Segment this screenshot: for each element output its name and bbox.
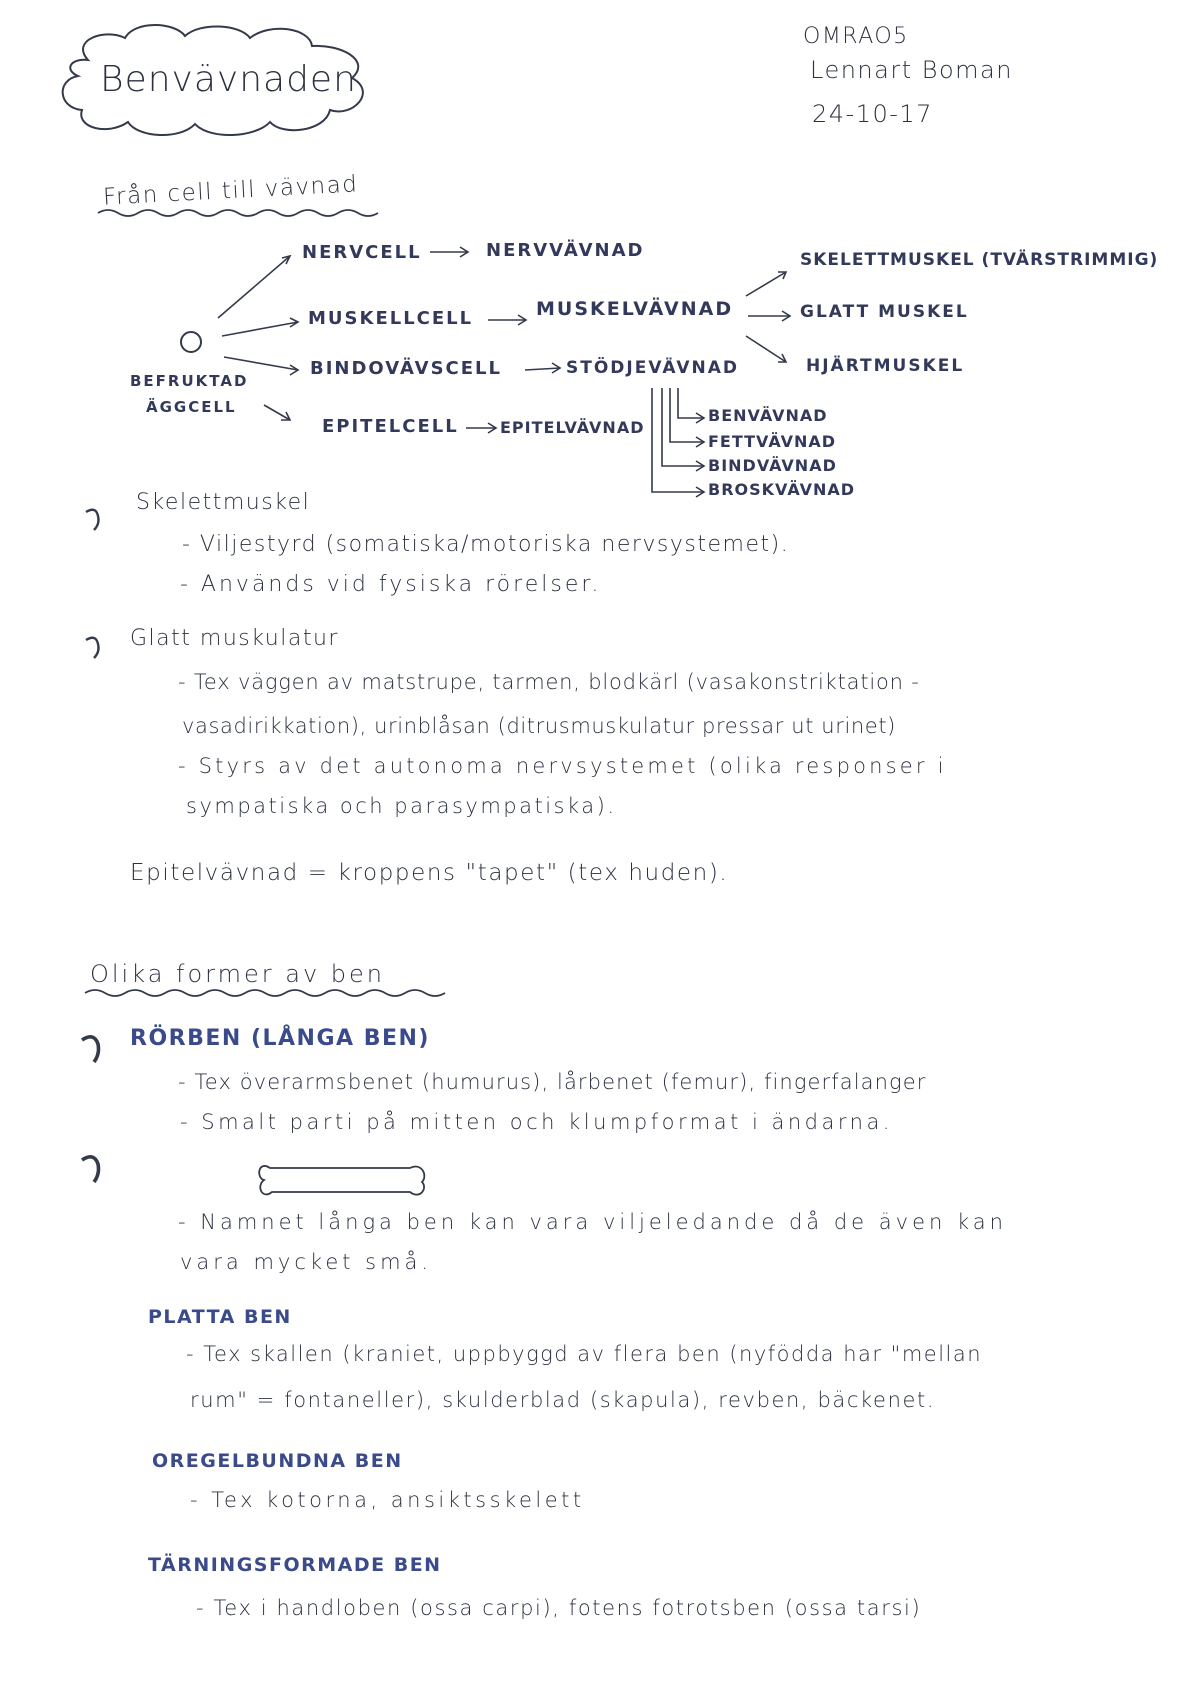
support-type-bone: BENVÄVNAD	[708, 406, 828, 425]
long-bone-note-1: - Tex överarmsbenet (humurus), lårbenet (femur), fingerfalanger	[178, 1070, 927, 1094]
course-code: OMRAO5	[803, 24, 909, 49]
note-smooth-2b: sympatiska och parasympatiska).	[186, 794, 617, 818]
note-skeletal-2: - Används vid fysiska rörelser.	[180, 572, 602, 597]
page-title: Benvävnaden	[100, 59, 357, 100]
tissue-epithelial: EPITELVÄVNAD	[500, 418, 645, 437]
cell-connective: BINDOVÄVSCELL	[310, 358, 502, 379]
cell-muscle: MUSKELLCELL	[308, 308, 474, 329]
irregular-bone-note-1: - Tex kotorna, ansiktsskelett	[190, 1488, 585, 1512]
long-bone-note-2: - Smalt parti på mitten och klumpformat i ändarna.	[180, 1110, 893, 1134]
cell-nerve: NERVCELL	[302, 242, 422, 263]
note-heading-skeletal: Skelettmuskel	[136, 490, 311, 515]
long-bone-note-3b: vara mycket små.	[180, 1250, 433, 1274]
long-bone-note-3a: - Namnet långa ben kan vara viljeledande då de även kan	[178, 1210, 1007, 1234]
bone-type-long-heading: RÖRBEN (LÅNGA BEN)	[130, 1026, 430, 1051]
note-skeletal-1: - Viljestyrd (somatiska/motoriska nervsystemet).	[182, 532, 790, 557]
origin-label-1: BEFRUKTAD	[130, 372, 249, 390]
support-type-fat: FETTVÄVNAD	[708, 432, 837, 451]
support-type-cartilage: BROSKVÄVNAD	[708, 480, 856, 499]
muscle-type-smooth: GLATT MUSKEL	[800, 302, 969, 322]
note-smooth-2a: - Styrs av det autonoma nervsystemet (olika responser i	[178, 754, 947, 778]
bullet-marks	[82, 510, 99, 1182]
tissue-nerve: NERVVÄVNAD	[486, 240, 645, 261]
note-heading-smooth: Glatt muskulatur	[130, 626, 339, 651]
muscle-type-heart: HJÄRTMUSKEL	[806, 356, 965, 376]
tissue-support: STÖDJEVÄVNAD	[566, 358, 739, 378]
heading-underline-2	[85, 990, 445, 996]
egg-cell-circle	[181, 332, 201, 352]
section-heading-bone-forms: Olika former av ben	[90, 960, 386, 988]
author-name: Lennart Boman	[810, 56, 1013, 84]
support-type-connective: BINDVÄVNAD	[708, 456, 837, 475]
heading-underline-1	[98, 210, 378, 216]
muscle-type-skeletal: SKELETTMUSKEL (TVÄRSTRIMMIG)	[800, 250, 1159, 270]
note-epithelial: Epitelvävnad = kroppens "tapet" (tex huden).	[130, 860, 729, 886]
bone-type-cuboid-heading: TÄRNINGSFORMADE BEN	[148, 1554, 442, 1576]
cuboid-bone-note-1: - Tex i handloben (ossa carpi), fotens fotrotsben (ossa tarsi)	[196, 1596, 922, 1620]
date: 24-10-17	[812, 100, 933, 128]
section-heading-cell-to-tissue: Från cell till vävnad	[102, 171, 359, 211]
flat-bone-note-1b: rum" = fontaneller), skulderblad (skapula), revben, bäckenet.	[190, 1388, 936, 1412]
tissue-muscle: MUSKELVÄVNAD	[536, 298, 734, 320]
bone-sketch	[259, 1166, 424, 1195]
bone-type-flat-heading: PLATTA BEN	[148, 1306, 292, 1328]
note-smooth-1a: - Tex väggen av matstrupe, tarmen, blodkärl (vasakonstriktation -	[178, 670, 920, 694]
cell-epithelial: EPITELCELL	[322, 416, 459, 437]
origin-label-2: ÄGGCELL	[146, 398, 237, 416]
note-smooth-1b: vasadirikkation), urinblåsan (ditrusmuskulatur pressar ut urinet)	[182, 714, 896, 738]
bone-type-irregular-heading: OREGELBUNDNA BEN	[152, 1450, 403, 1472]
flat-bone-note-1a: - Tex skallen (kraniet, uppbyggd av flera ben (nyfödda har "mellan	[186, 1342, 983, 1366]
